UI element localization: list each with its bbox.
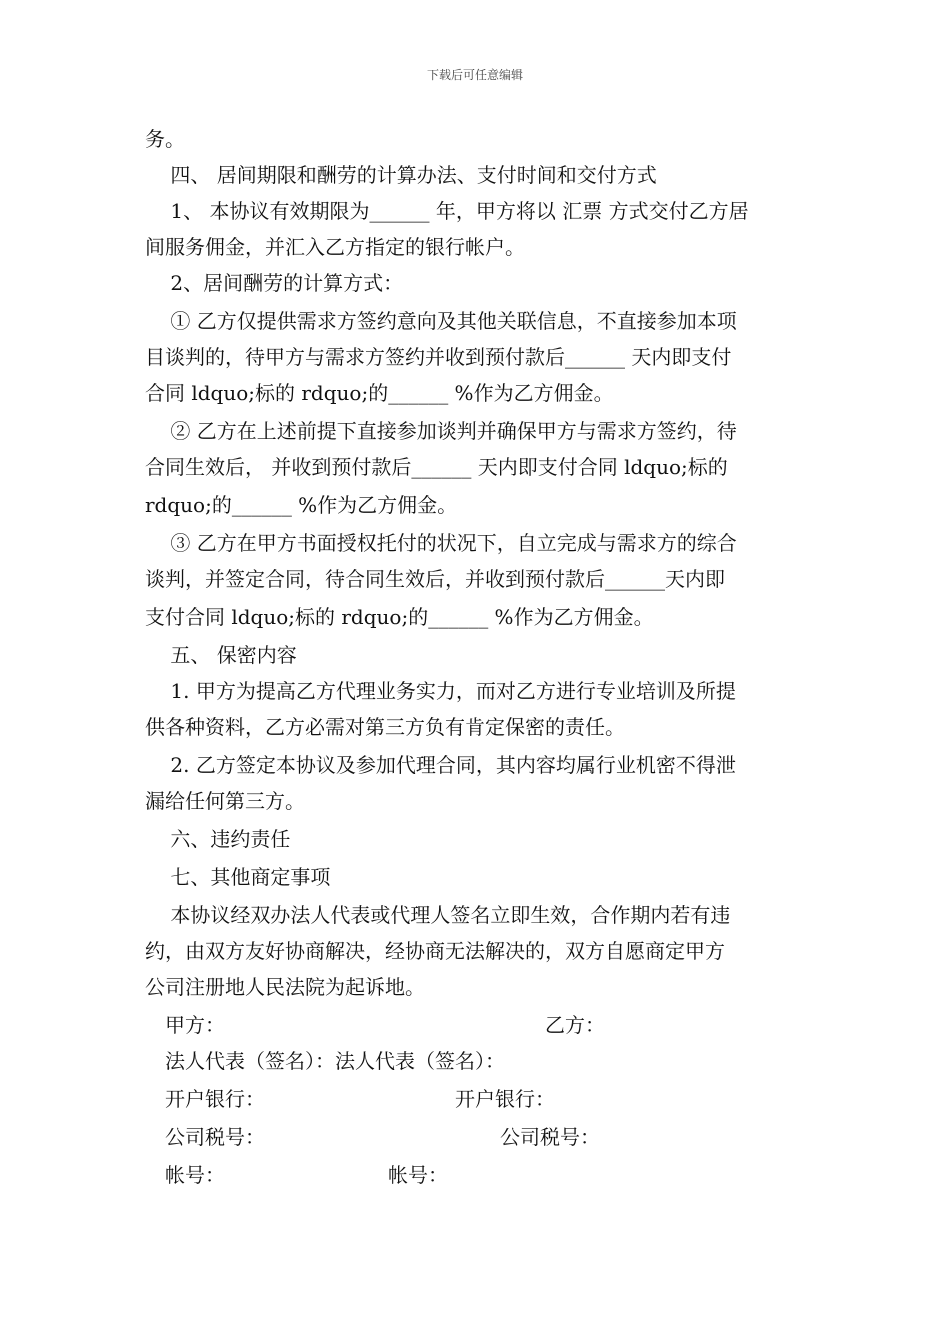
signature-party-b: 乙方：: [545, 1013, 605, 1037]
body-line: 谈判，并签定合同，待合同生效后，并收到预付款后______天内即: [145, 567, 725, 591]
body-line: 务。: [145, 127, 185, 151]
section-heading: 七、其他商定事项: [145, 865, 331, 889]
signature-bank-b: 开户银行：: [455, 1087, 555, 1111]
section-heading: 五、 保密内容: [145, 643, 297, 667]
body-line: 2、居间酬劳的计算方式：: [145, 271, 404, 295]
body-line: 2. 乙方签定本协议及参加代理合同，其内容均属行业机密不得泄: [145, 753, 736, 777]
body-line: ② 乙方在上述前提下直接参加谈判并确保甲方与需求方签约，待: [145, 419, 737, 443]
body-line: 合同生效后， 并收到预付款后______ 天内即支付合同 ldquo;标的: [145, 455, 728, 479]
body-line: 1、 本协议有效期限为______ 年，甲方将以 汇票 方式交付乙方居: [145, 199, 749, 223]
signature-tax-b: 公司税号：: [500, 1125, 600, 1149]
body-line: 本协议经双办法人代表或代理人签名立即生效，合作期内若有违: [145, 903, 731, 927]
body-line: ③ 乙方在甲方书面授权托付的状况下，自立完成与需求方的综合: [145, 531, 737, 555]
section-heading: 四、 居间期限和酬劳的计算办法、支付时间和交付方式: [145, 163, 657, 187]
body-line: 1. 甲方为提高乙方代理业务实力，而对乙方进行专业培训及所提: [145, 679, 736, 703]
body-line: 合同 ldquo;标的 rdquo;的______ %作为乙方佣金。: [145, 381, 614, 405]
page-header: 下载后可任意编辑: [426, 68, 523, 82]
body-line: 约，由双方友好协商解决，经协商无法解决的，双方自愿商定甲方: [145, 939, 725, 963]
body-line: 供各种资料，乙方必需对第三方负有肯定保密的责任。: [145, 715, 625, 739]
body-line: 支付合同 ldquo;标的 rdquo;的______ %作为乙方佣金。: [145, 605, 654, 629]
body-line: ① 乙方仅提供需求方签约意向及其他关联信息，不直接参加本项: [145, 309, 737, 333]
section-heading: 六、违约责任: [145, 827, 291, 851]
signature-party-a: 甲方：: [165, 1013, 225, 1037]
body-line: 漏给任何第三方。: [145, 789, 305, 813]
signature-account-b: 帐号：: [388, 1163, 448, 1187]
signature-bank-a: 开户银行：: [165, 1087, 265, 1111]
signature-account-a: 帐号：: [165, 1163, 225, 1187]
body-line: rdquo;的______ %作为乙方佣金。: [145, 493, 458, 517]
body-line: 公司注册地人民法院为起诉地。: [145, 975, 425, 999]
signature-tax-a: 公司税号：: [165, 1125, 265, 1149]
signature-legal-rep: 法人代表（签名）：法人代表（签名）：: [165, 1049, 505, 1073]
body-line: 间服务佣金，并汇入乙方指定的银行帐户。: [145, 235, 525, 259]
body-line: 目谈判的，待甲方与需求方签约并收到预付款后______ 天内即支付: [145, 345, 732, 369]
